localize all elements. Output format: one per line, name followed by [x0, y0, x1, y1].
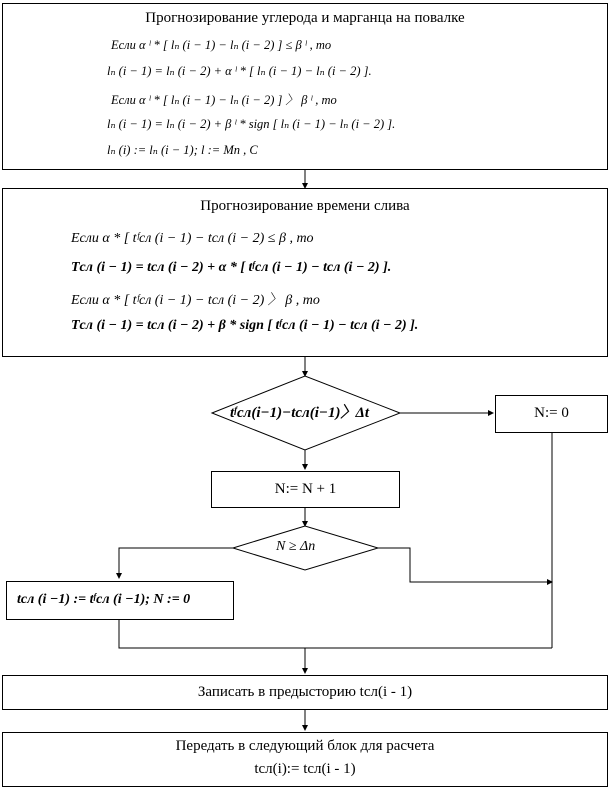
- increment-label: N:= N + 1: [274, 481, 337, 497]
- increment-counter-box: [211, 471, 400, 508]
- assign-box: [6, 581, 234, 620]
- block2-line-2: Tсл (i − 1) = tсл (i − 2) + α * [ tᶠсл (i − 1) − tсл (i − 2) ].: [71, 260, 392, 275]
- line-merge: [119, 620, 552, 648]
- arrow-decision2-to-right: [378, 548, 552, 582]
- pass-to-next-block-box: [2, 732, 608, 787]
- block1-line-5: lₙ (i) := lₙ (i − 1); l := Mn , C: [107, 143, 258, 157]
- arrow-decision2-to-assign: [119, 548, 233, 578]
- next-block-line-2: tсл(i):= tсл(i - 1): [254, 761, 356, 777]
- block2-title: Прогнозирование времени слива: [200, 198, 410, 214]
- next-block-line-1: Передать в следующий блок для расчета: [175, 738, 435, 754]
- decision1-label: tᶠсл(i−1)−tсл(i−1)〉Δt: [230, 405, 370, 421]
- assign-label: tсл (i −1) := tᶠсл (i −1); N := 0: [17, 592, 191, 607]
- history-label: Записать в предысторию tсл(i - 1): [197, 684, 413, 700]
- reset-counter-box: [495, 395, 608, 433]
- tapping-time-forecast-block: [2, 188, 608, 357]
- block2-line-3: Если α * [ tᶠсл (i − 1) − tсл (i − 2) 〉 β , то: [71, 293, 320, 308]
- reset-label: N:= 0: [534, 405, 569, 421]
- block1-title: Прогнозирование углерода и марганца на повалке: [145, 10, 465, 26]
- carbon-manganese-forecast-block: [2, 3, 608, 170]
- block1-line-3: Если α ˡ * [ lₙ (i − 1) − lₙ (i − 2) ] 〉 β ˡ , то: [111, 93, 337, 107]
- block1-line-2: lₙ (i − 1) = lₙ (i − 2) + α ˡ * [ lₙ (i − 1) − lₙ (i − 2) ].: [107, 64, 372, 78]
- block2-line-1: Если α * [ tᶠсл (i − 1) − tсл (i − 2) ≤ β , то: [71, 231, 314, 246]
- block1-line-1: Если α ˡ * [ lₙ (i − 1) − lₙ (i − 2) ] ≤ β ˡ , то: [111, 38, 332, 52]
- block2-line-4: Tсл (i − 1) = tсл (i − 2) + β * sign [ tᶠсл (i − 1) − tсл (i − 2) ].: [71, 318, 419, 333]
- block1-line-4: lₙ (i − 1) = lₙ (i − 2) + β ˡ * sign [ lₙ (i − 1) − lₙ (i − 2) ].: [107, 117, 396, 131]
- decision2-label: N ≥ Δn: [276, 539, 316, 554]
- write-history-box: [2, 675, 608, 710]
